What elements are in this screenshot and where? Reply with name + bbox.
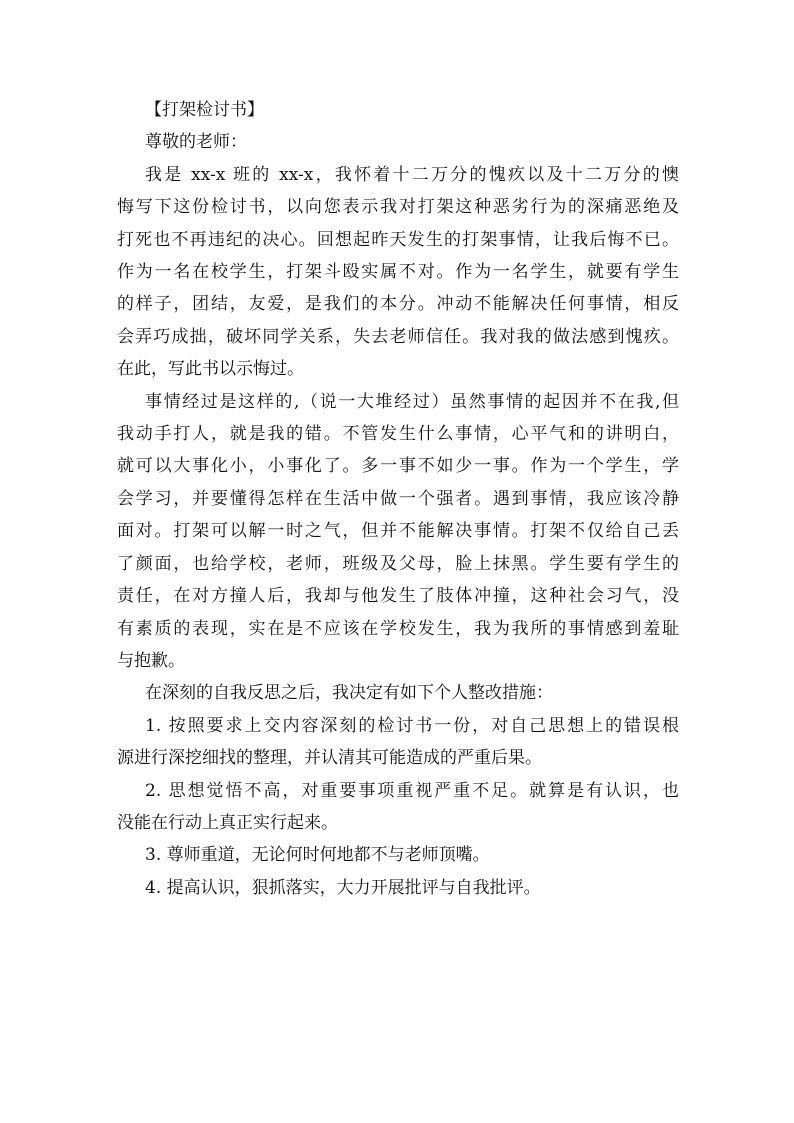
document-title: 【打架检讨书】 [145, 100, 264, 120]
text-line: 1. 按照要求上交内容深刻的检讨书一份，对自己思想上的错误根 [145, 715, 679, 736]
text-line: 面对。打架可以解一时之气，但并不能解决事情。打架不仅给自己丢 [117, 521, 679, 542]
text-line: 我是 xx-x 班的 xx-x，我怀着十二万分的愧疚以及十二万分的懊 [145, 164, 679, 185]
paragraph [117, 159, 679, 386]
text-line: 悔写下这份检讨书，以向您表示我对打架这种恶劣行为的深痛恶绝及 [117, 197, 679, 218]
text-line: 我动手打人，就是我的错。不管发生什么事情，心平气和的讲明白， [117, 424, 679, 445]
salutation: 尊敬的老师： [145, 132, 247, 153]
text-line: 会弄巧成拙，破坏同学关系，失去老师信任。我对我的做法感到愧疚。 [117, 326, 679, 347]
text-line: 作为一名在校学生，打架斗殴实属不对。作为一名学生，就要有学生 [117, 262, 679, 283]
text-line: 责任，在对方撞人后，我却与他发生了肢体冲撞，这种社会习气，没 [117, 586, 679, 607]
text-line: 3. 尊师重道，无论何时何地都不与老师顶嘴。 [145, 845, 490, 866]
paragraph [117, 839, 679, 871]
document-body [117, 159, 679, 904]
text-line: 事情经过是这样的,（说一大堆经过）虽然事情的起因并不在我,但 [145, 391, 679, 412]
paragraph [117, 710, 679, 775]
text-line: 就可以大事化小，小事化了。多一事不如少一事。作为一个学生，学 [117, 456, 679, 477]
text-line: 与抱歉。 [117, 650, 185, 671]
paragraph [117, 872, 679, 904]
paragraph [117, 677, 679, 709]
text-line: 有素质的表现，实在是不应该在学校发生，我为我所的事情感到羞耻 [117, 618, 679, 639]
paragraph [117, 386, 679, 678]
text-line: 在此，写此书以示悔过。 [117, 359, 304, 380]
text-line: 会学习，并要懂得怎样在生活中做一个强者。遇到事情，我应该冷静 [117, 488, 679, 509]
text-line: 的样子，团结，友爱，是我们的本分。冲动不能解决任何事情，相反 [117, 294, 679, 315]
text-line: 2. 思想觉悟不高，对重要事项重视严重不足。就算是有认识，也 [145, 780, 679, 801]
text-line: 源进行深挖细找的整理，并认清其可能造成的严重后果。 [117, 748, 542, 769]
text-line: 在深刻的自我反思之后，我决定有如下个人整改措施： [145, 683, 553, 704]
text-line: 了颜面，也给学校，老师，班级及父母，脸上抹黑。学生要有学生的 [117, 553, 679, 574]
text-line: 4. 提高认识，狠抓落实，大力开展批评与自我批评。 [145, 877, 541, 898]
paragraph [117, 775, 679, 840]
document-page [117, 94, 679, 904]
text-line: 打死也不再违纪的决心。回想起昨天发生的打架事情，让我后悔不已。 [117, 229, 679, 250]
text-line: 没能在行动上真正实行起来。 [117, 812, 338, 833]
